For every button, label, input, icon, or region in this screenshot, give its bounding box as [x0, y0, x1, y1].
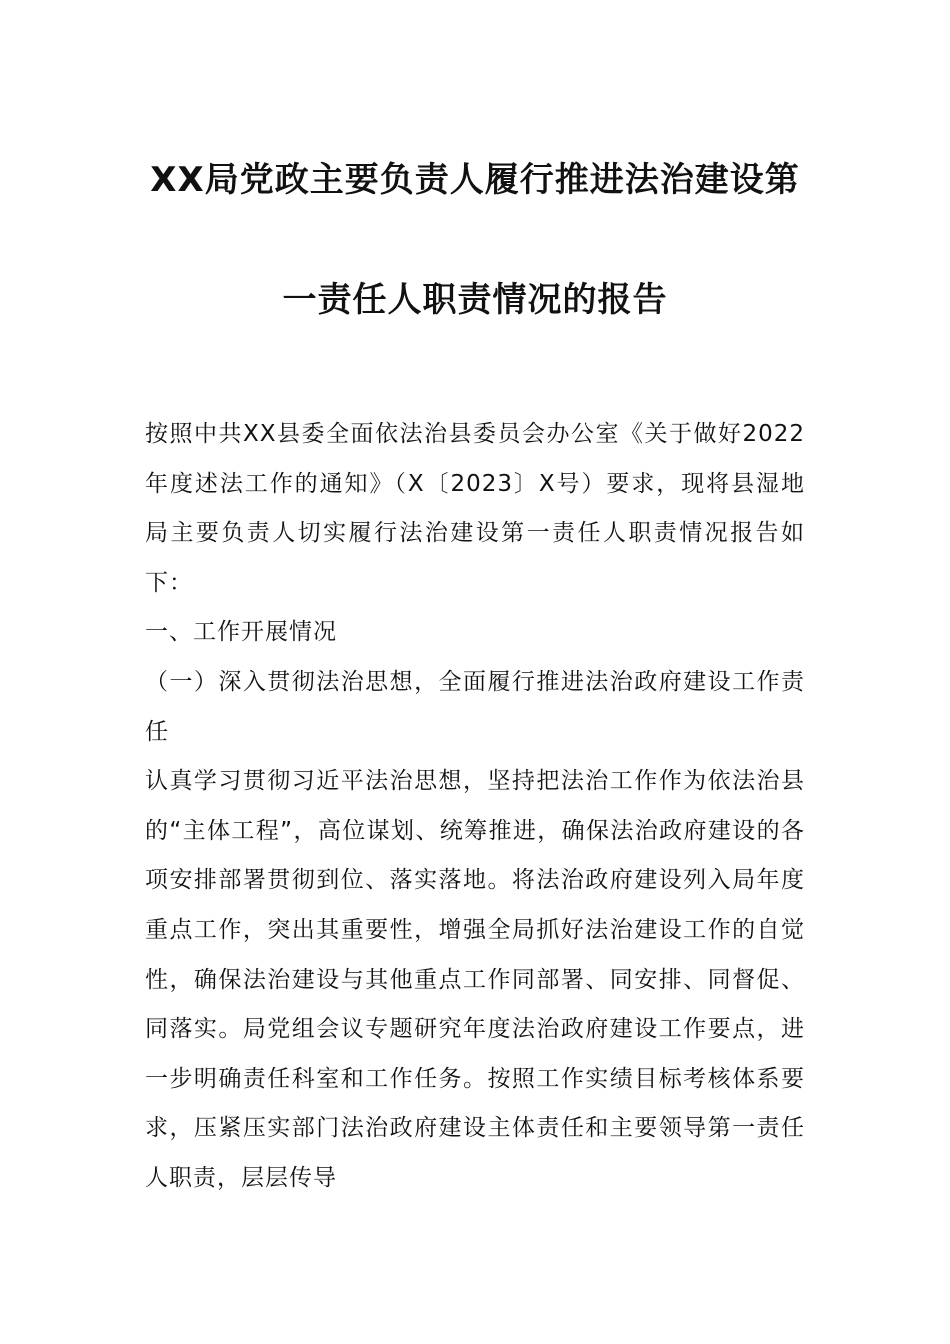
paragraph-intro: 按照中共XX县委全面依法治县委员会办公室《关于做好2022年度述法工作的通知》（X〔2023〕X号）要求，现将县湿地局主要负责人切实履行法治建设第一责任人职责情况报告如下：: [145, 421, 805, 596]
document-title-line-1: XX局党政主要负责人履行推进法治建设第: [150, 160, 800, 200]
subsection-heading-1: （一）深入贯彻法治思想，全面履行推进法治政府建设工作责任: [145, 668, 805, 745]
document-body: [145, 410, 805, 1204]
section-heading-1: 一、工作开展情况: [145, 619, 337, 646]
paragraph-body-1: 认真学习贯彻习近平法治思想，坚持把法治工作作为依法治县的“主体工程”，高位谋划、统筹推进，确保法治政府建设的各项安排部署贯彻到位、落实落地。将法治政府建设列入局年度重点工作，突出其重要性，增强全局抓好法治建设工作的自觉性，确保法治建设与其他重点工作同部署、同安排、同督促、同落实。局党组会议专题研究年度法治政府建设工作要点，进一步明确责任科室和工作任务。按照工作实绩目标考核体系要求，压紧压实部门法治政府建设主体责任和主要领导第一责任人职责，层层传导: [145, 768, 805, 1191]
document-title-line-2: 一责任人职责情况的报告: [282, 280, 668, 320]
